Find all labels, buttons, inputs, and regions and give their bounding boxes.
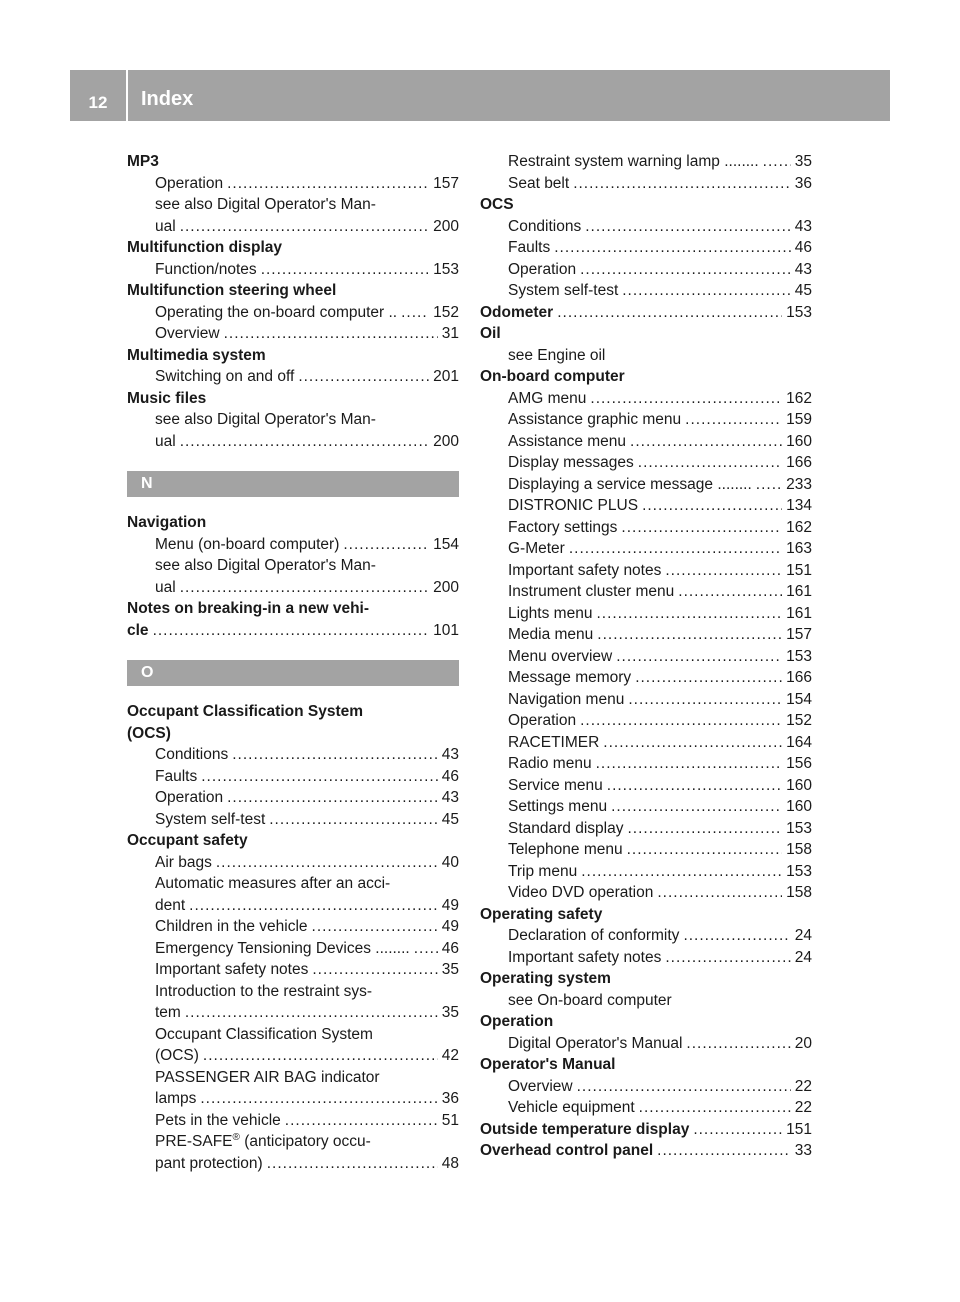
index-entry-label: RACETIMER [508,733,600,751]
index-entry[interactable]: Important safety notes ..... 35 [127,959,459,981]
index-entry-label: Menu overview [508,647,613,665]
section-letter-n: N [127,471,459,497]
index-entry-label: Important safety notes [508,561,662,579]
index-entry-text: see also Digital Operator's Man- [155,557,376,574]
index-entry-text: see also Digital Operator's Man- [155,196,376,213]
index-entry[interactable] [480,861,812,883]
index-entry[interactable]: Pets in the vehicle ..... 51 [127,1110,459,1132]
index-entry[interactable] [480,818,812,840]
index-column-left [127,151,459,1174]
index-entry-page: 162 [786,518,812,536]
index-entry-page: 160 [786,798,812,815]
index-heading: Music files [127,389,207,407]
index-entry[interactable]: System self-test ..... 45 [480,280,812,302]
index-entry-page: 160 [786,776,812,794]
index-entry[interactable]: ual ..... 200 [127,431,459,453]
index-entry-page: 166 [786,454,812,471]
index-heading: MP3 [127,153,159,170]
index-entry[interactable]: Operation ..... 43 [127,787,459,809]
index-entry-text: PRE-SAFE® (anticipatory occu- [155,1131,371,1150]
index-heading: Multimedia system [127,346,266,364]
index-entry-label: Video DVD operation [508,884,654,901]
index-entry[interactable]: Outside temperature display ..... 151 [480,1119,812,1141]
index-entry[interactable]: lamps ..... 36 [127,1088,459,1110]
index-entry-page: 162 [786,389,812,407]
index-entry-page: 160 [786,432,812,450]
index-entry[interactable]: Switching on and off ..... 201 [127,366,459,388]
index-entry[interactable]: Declaration of conformity ..... 24 [480,925,812,947]
index-entry-page: 151 [786,561,812,579]
index-entry-label: Media menu [508,626,594,643]
index-entry-label: Assistance menu [508,432,627,450]
index-entry-page: 154 [786,690,812,708]
index-heading: OCS [480,196,514,213]
index-entry[interactable]: Emergency Tensioning Devices ........ ..... 46 [127,938,459,960]
index-entry[interactable]: Vehicle equipment ..... 22 [480,1097,812,1119]
index-entry[interactable]: Conditions ..... 43 [480,216,812,238]
index-heading: (OCS) [127,724,171,742]
index-entry-page: 153 [786,862,812,880]
index-entry-label: Operation [508,712,577,729]
index-entry[interactable]: Menu (on-board computer) ..... 154 [127,534,459,556]
index-column-right [480,151,812,1162]
index-heading: Multifunction steering wheel [127,282,337,299]
index-entry[interactable]: ual ..... 200 [127,216,459,238]
index-entry[interactable]: dent ..... 49 [127,895,459,917]
index-entry[interactable]: pant protection) ..... 48 [127,1153,459,1175]
index-entry-label: G-Meter [508,540,565,557]
index-entry-label: Settings menu [508,798,608,815]
index-entry[interactable]: Children in the vehicle ..... 49 [127,916,459,938]
index-entry-page: 161 [786,604,812,622]
page-header [70,70,890,121]
index-entry-text: PASSENGER AIR BAG indicator [155,1068,380,1086]
index-entry-page: 134 [786,497,812,514]
index-entry[interactable]: cle ..... 101 [127,620,459,642]
index-heading: Operating system [480,970,611,987]
index-heading: Operation [480,1013,554,1030]
page-title: Index [141,88,194,110]
index-heading: Multifunction display [127,239,282,256]
index-entry-page: 158 [786,884,812,901]
index-entry[interactable] [480,581,812,603]
index-entry[interactable] [480,388,812,410]
index-entry[interactable]: Odometer ..... 153 [480,302,812,324]
index-entry-label: Lights menu [508,604,593,622]
index-entry[interactable] [480,775,812,797]
index-entry-page: 164 [786,733,812,751]
index-heading: Occupant Classification System [127,703,364,720]
index-entry-label: Assistance graphic menu [508,411,682,428]
index-entry[interactable] [480,753,812,775]
index-heading: On-board computer [480,368,625,385]
index-entry-text: Occupant Classification System [155,1025,373,1043]
index-entry[interactable]: Conditions ..... 43 [127,744,459,766]
index-entry[interactable] [480,624,812,646]
index-entry-page: 156 [786,755,812,772]
index-entry[interactable]: Overhead control panel ..... 33 [480,1140,812,1162]
index-entry[interactable] [480,796,812,818]
index-entry[interactable]: Operation ..... 157 [127,173,459,195]
index-entry[interactable] [480,452,812,474]
index-entry-label: Factory settings [508,518,618,536]
on-board-computer-list [480,388,812,904]
index-entry-text: see Engine oil [508,346,606,364]
index-entry[interactable] [480,517,812,539]
index-entry[interactable]: Function/notes ..... 153 [127,259,459,281]
index-heading: Occupant safety [127,832,248,849]
index-entry[interactable] [480,667,812,689]
index-entry[interactable]: Faults ..... 46 [480,237,812,259]
index-entry[interactable] [480,603,812,625]
index-entry-label: Standard display [508,819,624,837]
index-entry-page: 161 [786,583,812,600]
index-entry[interactable]: Seat belt ..... 36 [480,173,812,195]
index-entry[interactable]: Overview ..... 22 [480,1076,812,1098]
index-entry[interactable] [480,474,812,496]
index-entry[interactable]: System self-test ..... 45 [127,809,459,831]
index-entry-label: Display messages [508,454,634,471]
index-entry[interactable]: Operating the on-board computer .. ..... 152 [127,302,459,324]
header-divider [126,70,128,121]
index-heading: Navigation [127,514,207,531]
index-entry-text: Introduction to the restraint sys- [155,982,373,1000]
index-entry-label: Service menu [508,776,603,794]
registered-mark: ® [232,1131,240,1143]
index-heading: Operator's Manual [480,1056,616,1073]
index-entry-label: Instrument cluster menu [508,583,675,600]
index-entry[interactable]: Important safety notes ..... 24 [480,947,812,969]
index-entry[interactable] [480,882,812,904]
index-entry-page: 233 [786,475,812,493]
index-entry[interactable] [480,732,812,754]
index-entry-page: 157 [786,626,812,643]
index-heading: Operating safety [480,905,603,923]
index-entry[interactable]: Faults ..... 46 [127,766,459,788]
index-entry-page: 163 [786,540,812,557]
index-entry[interactable] [480,689,812,711]
index-entry[interactable]: Air bags ..... 40 [127,852,459,874]
index-entry-label: Navigation menu [508,690,625,708]
index-entry-page: 152 [786,712,812,729]
index-entry-page: 166 [786,669,812,686]
index-entry-text: see also Digital Operator's Man- [155,411,376,428]
index-entry-text: Automatic measures after an acci- [155,875,391,892]
index-entry[interactable] [480,710,812,732]
index-entry-page: 159 [786,411,812,428]
index-entry[interactable] [480,495,812,517]
index-entry[interactable]: tem ..... 35 [127,1002,459,1024]
index-entry[interactable] [480,538,812,560]
index-entry-page: 153 [786,819,812,837]
index-entry[interactable]: ual ..... 200 [127,577,459,599]
index-entry[interactable] [480,839,812,861]
index-entry[interactable]: Digital Operator's Manual ..... 20 [480,1033,812,1055]
page-number: 12 [88,93,108,112]
index-entry-label: DISTRONIC PLUS [508,497,639,514]
index-heading: Notes on breaking-in a new vehi- [127,600,370,617]
index-entry-page: 153 [786,647,812,665]
section-letter-o: O [127,660,459,686]
index-entry[interactable]: Overview ..... 31 [127,323,459,345]
index-entry-page: 158 [786,841,812,858]
index-entry-label: AMG menu [508,389,587,407]
index-entry[interactable] [480,409,812,431]
index-entry[interactable]: Restraint system warning lamp ........ ..... 35 [480,151,812,173]
index-entry-label: Telephone menu [508,841,623,858]
index-entry[interactable] [480,646,812,668]
index-entry[interactable] [480,431,812,453]
index-entry-label: Displaying a service message ........ [508,475,752,493]
index-entry[interactable] [480,560,812,582]
index-entry-label: Message memory [508,669,632,686]
index-entry-label: Trip menu [508,862,578,880]
index-entry[interactable]: Operation ..... 43 [480,259,812,281]
index-entry[interactable]: (OCS) ..... 42 [127,1045,459,1067]
index-entry-text: see On-board computer [508,991,672,1009]
index-heading: Oil [480,325,501,342]
index-entry-label: Radio menu [508,755,592,772]
